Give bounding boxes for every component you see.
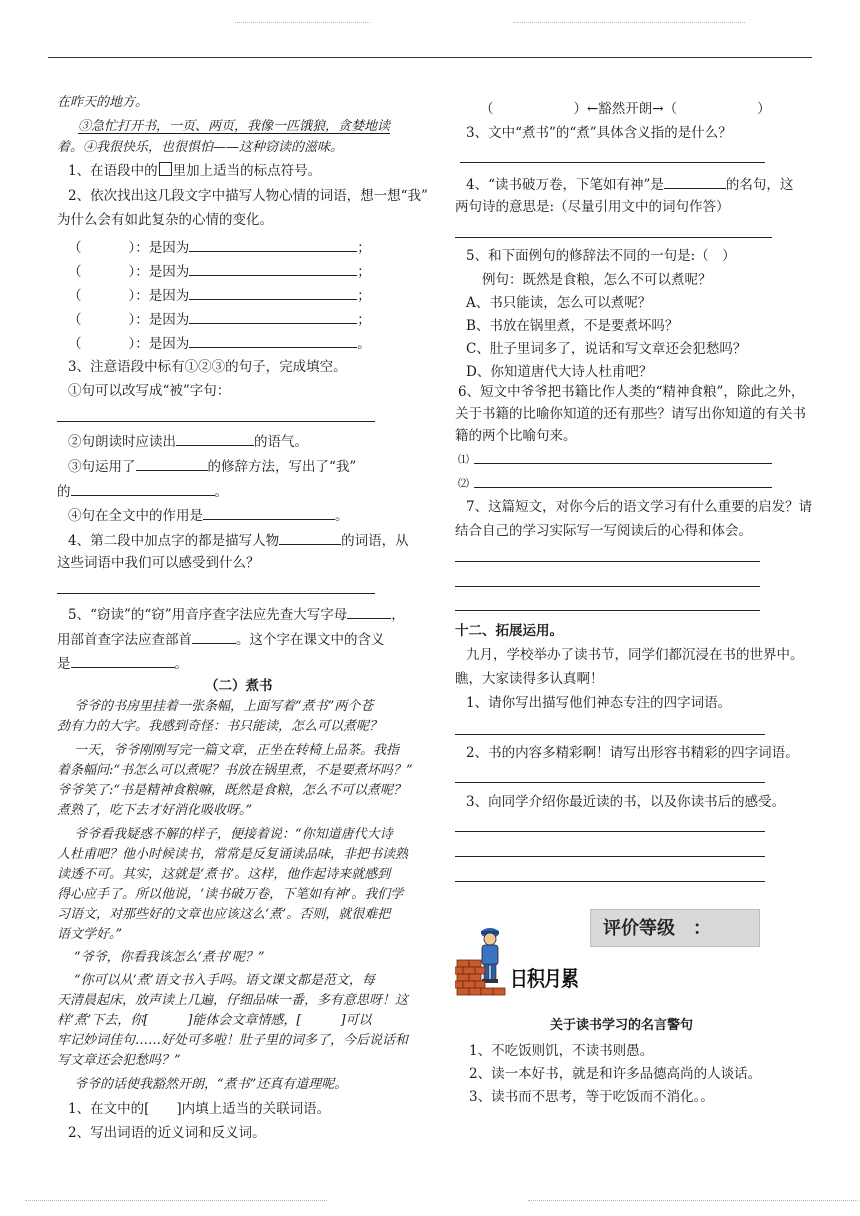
answer-line[interactable] — [455, 782, 765, 783]
question-r3: 3、文中“煮书”的“煮”具体含义指的是什么？ — [466, 125, 732, 141]
story-line: 劲有力的大字。我感到奇怪：书只能读，怎么可以煮呢？ — [57, 719, 383, 734]
answer-line[interactable] — [57, 421, 375, 422]
story-line: 煮熟了，吃下去才好消化吸收呀。” — [57, 803, 253, 818]
question-r6-cont: 关于书籍的比喻你知道的还有那些？请写出你知道的有关书 — [455, 406, 806, 422]
question-r6: 6、短文中爷爷把书籍比作人类的“精神食粮”，除此之外， — [458, 384, 805, 400]
section-12-text: 瞧，大家读得多认真啊！ — [455, 671, 604, 687]
story-line: 人杜甫吧？他小时候读书，常常是反复诵读品味，非把书读熟 — [57, 847, 409, 862]
question-5-cont: 是 。 — [57, 652, 188, 674]
story-line: “爷爷，你看我该怎么‘煮书’呢？” — [74, 950, 265, 965]
answer-line[interactable] — [455, 237, 772, 238]
answer-line[interactable] — [474, 463, 772, 464]
question-r6-cont: 籍的两个比喻句来。 — [455, 428, 577, 444]
reason-row: （ ）：是因为 ； — [68, 284, 371, 306]
answer-line[interactable] — [474, 487, 772, 488]
story-line: 语文学好。” — [57, 927, 123, 942]
story-question-2: 2、写出词语的近义词和反义词。 — [68, 1125, 266, 1141]
reason-row: （ ）：是因为 ； — [68, 236, 371, 258]
story-line: “你可以从‘煮’语文书入手吗。语文课文都是范文，每 — [74, 973, 375, 988]
option-c[interactable]: C、肚子里词多了，说话和写文章还会犯愁吗？ — [466, 341, 747, 357]
answer-blank[interactable] — [189, 308, 357, 324]
blank-box-icon — [159, 162, 172, 176]
passage-line: 着。④我很快乐，也很惧怕——这种窃读的滋味。 — [57, 140, 344, 155]
question-2-line: 为什么会有如此复杂的心情的变化。 — [57, 212, 273, 228]
story-line: 习语文，对那些好的文章也应该这么‘煮’。否则，就很难把 — [57, 907, 391, 922]
answer-line[interactable] — [455, 734, 765, 735]
answer-blank[interactable] — [176, 430, 254, 446]
answer-blank[interactable] — [136, 455, 208, 471]
question-3: 3、注意语段中标有①②③的句子，完成填空。 — [68, 359, 347, 375]
answer-line[interactable] — [455, 831, 765, 832]
answer-blank[interactable] — [189, 284, 357, 300]
extension-question-3: 3、向同学介绍你最近读的书，以及你读书后的感受。 — [466, 794, 786, 810]
quote-item: 3、读书而不思考，等于吃饭而不消化。。 — [469, 1089, 714, 1105]
extension-question-2: 2、书的内容多精彩啊！请写出形容书精彩的四字词语。 — [466, 745, 799, 761]
quotes-title: 关于读书学习的名言警句 — [550, 1018, 694, 1033]
question-3-4: ④句在全文中的作用是 。 — [68, 504, 349, 526]
question-r5: 5、和下面例句的修辞法不同的一句是:（ ） — [466, 248, 736, 264]
story-line: 爷爷看我疑惑不解的样子，便接着说：“你知道唐代大诗 — [74, 827, 393, 842]
header-dotted-right — [513, 22, 745, 23]
story-line: 爷爷的话使我豁然开朗，“煮书”还真有道理呢。 — [74, 1077, 348, 1092]
section-12-text: 九月，学校举办了读书节，同学们都沉浸在书的世界中。 — [466, 647, 804, 663]
question-3-2: ②句朗读时应读出 的语气。 — [68, 430, 308, 452]
answer-line[interactable] — [57, 593, 375, 594]
question-5-cont: 用部首查字法应查部首 。这个字在课文中的含义 — [57, 628, 385, 650]
passage-line: 在昨天的地方。 — [57, 95, 149, 110]
answer-blank[interactable] — [347, 603, 391, 619]
reason-row: （ ）：是因为 。 — [68, 332, 371, 354]
passage-line: ③急忙打开书，一页、两页，我像一匹饿狼，贪婪地读 — [78, 119, 391, 134]
footer-dotted-left — [25, 1200, 327, 1201]
section-title-zhushu: （二）煮书 — [205, 678, 273, 694]
number-1: ⑴ — [458, 453, 469, 466]
option-a[interactable]: A、书只能读，怎么可以煮呢？ — [466, 295, 652, 311]
answer-line[interactable] — [455, 881, 765, 882]
story-line: 一天，爷爷刚刚写完一篇文章，正坐在转椅上品茶。我指 — [74, 743, 400, 758]
footer-dotted-right — [528, 1200, 858, 1201]
story-line: 着条幅问:“书怎么可以煮呢？书放在锅里煮，不是要煮坏吗？” — [57, 763, 413, 778]
question-r4: 4、“读书破万卷，下笔如有神”是 的名句，这 — [466, 173, 793, 195]
question-4-cont: 这些词语中我们可以感受到什么？ — [57, 555, 260, 571]
number-2: ⑵ — [458, 477, 469, 490]
story-line: 爷爷笑了:“书是精神食粮嘛，既然是食粮，怎么不可以煮呢？ — [57, 783, 407, 798]
answer-blank[interactable] — [189, 332, 357, 348]
answer-blank[interactable] — [71, 480, 215, 496]
synonym-antonym-row: （ ）←豁然开朗→（ ） — [480, 101, 771, 117]
reason-row: （ ）：是因为 ； — [68, 260, 371, 282]
story-line: 爷爷的书房里挂着一张条幅，上面写着“煮书”两个苍 — [74, 699, 374, 714]
question-5: 5、“窃读”的“窃”用音序查字法应先查大写字母 ， — [68, 603, 405, 625]
story-line: 读透不可。其实，这就是‘煮书’。这样，他作起诗来就感到 — [57, 867, 391, 882]
answer-line[interactable] — [455, 561, 760, 562]
question-2-line: 2、依次找出这几段文字中描写人物心情的词语，想一想“我” — [68, 188, 428, 204]
worker-brick-wall-icon — [455, 922, 515, 1002]
daily-accumulation-logo: 日积月累 — [510, 967, 578, 991]
question-r7-cont: 结合自己的学习实际写一写阅读后的心得和体会。 — [455, 523, 752, 539]
question-r7: 7、这篇短文，对你今后的语文学习有什么重要的启发？请 — [466, 499, 813, 515]
answer-blank[interactable] — [664, 173, 726, 189]
quote-item: 2、读一本好书，就是和许多品德高尚的人谈话。 — [469, 1066, 762, 1082]
header-dotted-left — [235, 22, 370, 23]
question-3-1: ①句可以改写成“被”字句： — [68, 383, 231, 399]
story-line: 天清晨起床，放声读上几遍，仔细品味一番，多有意思呀！这 — [57, 993, 409, 1008]
answer-blank[interactable] — [71, 652, 175, 668]
evaluation-grade-box: 评价等级 ： — [590, 909, 760, 947]
question-3-3-cont: 的 。 — [57, 480, 228, 502]
answer-blank[interactable] — [189, 260, 357, 276]
question-r4-cont: 两句诗的意思是:（尽量引用文中的词句作答） — [455, 199, 730, 215]
answer-line[interactable] — [455, 610, 760, 611]
answer-blank[interactable] — [192, 628, 236, 644]
question-4: 4、第二段中加点字的都是描写人物 的词语，从 — [68, 529, 409, 551]
question-3-3: ③句运用了 的修辞方法，写出了“我” — [68, 455, 356, 477]
story-question-1: 1、在文中的[ ]内填上适当的关联词语。 — [68, 1101, 331, 1117]
question-1: 1、在语段中的 里加上适当的标点符号。 — [68, 163, 322, 179]
answer-blank[interactable] — [203, 504, 335, 520]
answer-blank[interactable] — [189, 236, 357, 252]
answer-line[interactable] — [455, 586, 760, 587]
story-line: 写文章还会犯愁吗？” — [57, 1053, 181, 1068]
story-line: 得心应手了。所以他说，‘读书破万卷，下笔如有神’。我们学 — [57, 887, 404, 902]
extension-question-1: 1、请你写出描写他们神态专注的四字词语。 — [466, 695, 732, 711]
story-line: 牢记妙词佳句……好处可多啦！肚子里的词多了，今后说话和 — [57, 1033, 409, 1048]
header-rule — [48, 57, 812, 58]
example-sentence: 例句：既然是食粮，怎么不可以煮呢？ — [482, 272, 712, 288]
reason-row: （ ）：是因为 ； — [68, 308, 371, 330]
option-b[interactable]: B、书放在锅里煮，不是要煮坏吗？ — [466, 318, 679, 334]
quote-item: 1、不吃饭则饥，不读书则愚。 — [469, 1043, 654, 1059]
story-line: 样‘煮’下去，你[ ]能体会文章情感，[ ]可以 — [57, 1013, 372, 1028]
option-d[interactable]: D、你知道唐代大诗人杜甫吧？ — [466, 364, 653, 380]
answer-line[interactable] — [460, 162, 765, 163]
section-heading-12: 十二、拓展运用。 — [455, 623, 563, 639]
answer-blank[interactable] — [279, 529, 341, 545]
answer-line[interactable] — [455, 856, 765, 857]
